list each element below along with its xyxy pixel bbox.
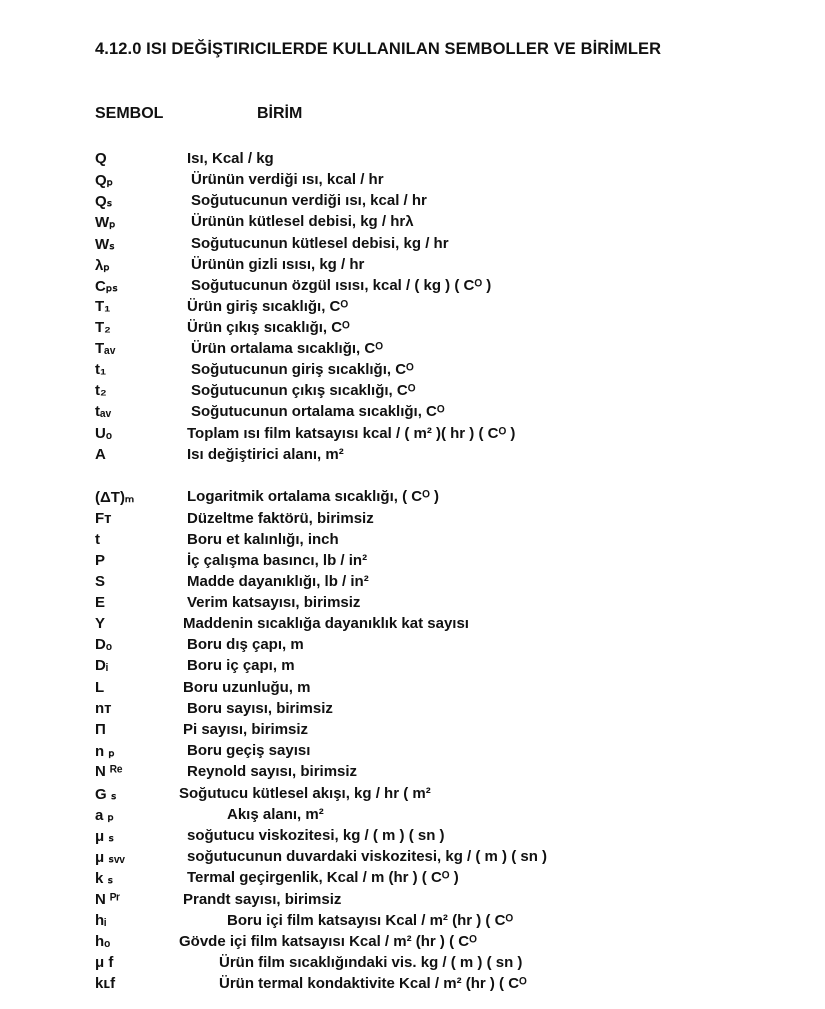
- row-symbol: kʟf: [95, 975, 116, 992]
- table-row: [0, 361, 825, 382]
- table-row: [0, 552, 825, 573]
- row-unit: Boru et kalınlığı, inch: [187, 531, 339, 548]
- unit-column-header: BİRİM: [257, 105, 303, 122]
- row-unit: Boru uzunluğu, m: [183, 679, 311, 696]
- row-symbol: Fᴛ: [95, 510, 112, 527]
- table-row: [0, 298, 825, 319]
- table-row: [0, 403, 825, 424]
- row-symbol: N ᴿᵉ: [95, 763, 123, 780]
- row-unit: Maddenin sıcaklığa dayanıklık kat sayısı: [183, 615, 469, 632]
- row-unit: Soğutucu kütlesel akışı, kg / hr ( m²: [179, 785, 431, 802]
- row-unit: soğutucunun duvardaki viskozitesi, kg / ( m ) ( sn ): [187, 848, 548, 865]
- row-unit: Ürün termal kondaktivite Kcal / m² (hr ) ( Cᴼ: [219, 975, 527, 992]
- row-unit: Soğutucunun giriş sıcaklığı, Cᴼ: [191, 361, 414, 378]
- row-symbol: T₂: [95, 319, 111, 336]
- row-symbol: Y: [95, 615, 106, 632]
- row-symbol: hₒ: [95, 933, 111, 950]
- row-symbol: μ f: [95, 954, 114, 971]
- row-symbol: tₐᵥ: [95, 403, 112, 420]
- row-unit: Gövde içi film katsayısı Kcal / m² (hr ) ( Cᴼ: [179, 933, 477, 950]
- row-symbol: Q: [95, 150, 107, 167]
- row-symbol: Tₐᵥ: [95, 340, 116, 357]
- table-row: [0, 933, 825, 954]
- table-row: [0, 171, 825, 192]
- table-row: [0, 700, 825, 721]
- table-row: [0, 594, 825, 615]
- row-symbol: Wₚ: [95, 214, 116, 231]
- table-row: [0, 636, 825, 657]
- table-row: [0, 213, 825, 234]
- table-row: [0, 657, 825, 678]
- table-row: [0, 869, 825, 890]
- row-symbol: t: [95, 531, 100, 548]
- table-row: [0, 975, 825, 996]
- row-symbol: λₚ: [95, 257, 110, 274]
- table-row: [0, 319, 825, 340]
- row-symbol: Qₛ: [95, 193, 113, 210]
- table-row: [0, 721, 825, 742]
- row-symbol: Wₛ: [95, 236, 115, 253]
- row-unit: Isı değiştirici alanı, m²: [187, 446, 344, 463]
- table-row: [0, 340, 825, 361]
- table-row: [0, 763, 825, 784]
- row-unit: Boru içi film katsayısı Kcal / m² (hr ) ( Cᴼ: [227, 912, 514, 929]
- row-symbol: Qₚ: [95, 172, 114, 189]
- row-symbol: N ᴾʳ: [95, 891, 121, 908]
- table-row: [0, 573, 825, 594]
- table-row: [0, 277, 825, 298]
- document-title: 4.12.0 ISI DEĞİŞTIRICILERDE KULLANILAN SEMBOLLER VE BİRİMLER: [95, 40, 662, 58]
- table-row: [0, 912, 825, 933]
- table-row: [0, 615, 825, 636]
- row-symbol: t₁: [95, 361, 107, 378]
- row-unit: Ürünün gizli ısısı, kg / hr: [191, 256, 365, 273]
- table-row: [0, 488, 825, 509]
- table-row: [0, 827, 825, 848]
- row-unit: Ürün giriş sıcaklığı, Cᴼ: [187, 298, 349, 315]
- row-unit: soğutucu viskozitesi, kg / ( m ) ( sn ): [187, 827, 445, 844]
- row-unit: Ürünün kütlesel debisi, kg / hrλ: [191, 213, 414, 230]
- table-row: [0, 891, 825, 912]
- row-unit: Verim katsayısı, birimsiz: [187, 594, 361, 611]
- row-unit: Soğutucunun verdiği ısı, kcal / hr: [191, 192, 427, 209]
- row-symbol: Cₚₛ: [95, 278, 118, 295]
- table-row: [0, 425, 825, 446]
- row-unit: Toplam ısı film katsayısı kcal / ( m² )( hr ) ( Cᴼ ): [187, 425, 516, 442]
- row-unit: Termal geçirgenlik, Kcal / m (hr ) ( Cᴼ ): [187, 869, 459, 886]
- row-symbol: A: [95, 446, 106, 463]
- row-unit: Soğutucunun özgül ısısı, kcal / ( kg ) ( Cᴼ ): [191, 277, 492, 294]
- row-symbol: G ₛ: [95, 786, 117, 803]
- row-symbol: E: [95, 594, 106, 611]
- row-unit: Boru geçiş sayısı: [187, 742, 311, 759]
- row-unit: Boru sayısı, birimsiz: [187, 700, 333, 717]
- row-symbol: Dₒ: [95, 636, 112, 653]
- row-unit: Boru iç çapı, m: [187, 657, 295, 674]
- row-unit: Soğutucunun ortalama sıcaklığı, Cᴼ: [191, 403, 445, 420]
- row-symbol: μ ₛ: [95, 828, 114, 845]
- row-symbol: nᴛ: [95, 700, 112, 717]
- table-row: [0, 235, 825, 256]
- row-symbol: hᵢ: [95, 912, 107, 929]
- table-row: [0, 954, 825, 975]
- row-unit: Isı, Kcal / kg: [187, 150, 274, 167]
- table-row: [0, 510, 825, 531]
- row-symbol: P: [95, 552, 106, 569]
- table-row: [0, 531, 825, 552]
- row-unit: Soğutucunun kütlesel debisi, kg / hr: [191, 235, 449, 252]
- row-symbol: k ₛ: [95, 870, 114, 887]
- row-symbol: Uₒ: [95, 425, 112, 442]
- row-unit: Pi sayısı, birimsiz: [183, 721, 309, 738]
- row-symbol: S: [95, 573, 106, 590]
- table-row: [0, 806, 825, 827]
- row-unit: Akış alanı, m²: [227, 806, 324, 823]
- table-row: [0, 679, 825, 700]
- row-unit: Ürün çıkış sıcaklığı, Cᴼ: [187, 319, 350, 336]
- row-symbol: a ₚ: [95, 807, 114, 824]
- row-symbol: (ΔT)ₘ: [95, 489, 135, 506]
- table-row: [0, 256, 825, 277]
- table-row: [0, 742, 825, 763]
- row-unit: Ürün film sıcaklığındaki vis. kg / ( m ) ( sn ): [219, 954, 523, 971]
- row-symbol: t₂: [95, 382, 107, 399]
- table-row: [0, 192, 825, 213]
- row-unit: Soğutucunun çıkış sıcaklığı, Cᴼ: [191, 382, 416, 399]
- row-unit: Boru dış çapı, m: [187, 636, 304, 653]
- row-unit: Ürün ortalama sıcaklığı, Cᴼ: [191, 340, 384, 357]
- row-symbol: Π: [95, 721, 106, 738]
- row-unit: İç çalışma basıncı, lb / in²: [187, 552, 368, 569]
- row-unit: Madde dayanıklığı, lb / in²: [187, 573, 369, 590]
- row-unit: Ürünün verdiği ısı, kcal / hr: [191, 171, 384, 188]
- table-row: [0, 446, 825, 467]
- table-row: [0, 848, 825, 869]
- row-unit: Düzeltme faktörü, birimsiz: [187, 510, 374, 527]
- row-unit: Reynold sayısı, birimsiz: [187, 763, 358, 780]
- table-row: [0, 785, 825, 806]
- row-unit: Prandt sayısı, birimsiz: [183, 891, 342, 908]
- row-symbol: n ₚ: [95, 743, 115, 760]
- row-symbol: Dᵢ: [95, 657, 108, 674]
- row-unit: Logaritmik ortalama sıcaklığı, ( Cᴼ ): [187, 488, 440, 505]
- symbol-column-header: SEMBOL: [95, 105, 164, 122]
- row-symbol: T₁: [95, 298, 111, 315]
- table-row: [0, 382, 825, 403]
- row-symbol: μ ₛᵥᵥ: [95, 849, 125, 866]
- table-row: [0, 150, 825, 171]
- row-symbol: L: [95, 679, 105, 696]
